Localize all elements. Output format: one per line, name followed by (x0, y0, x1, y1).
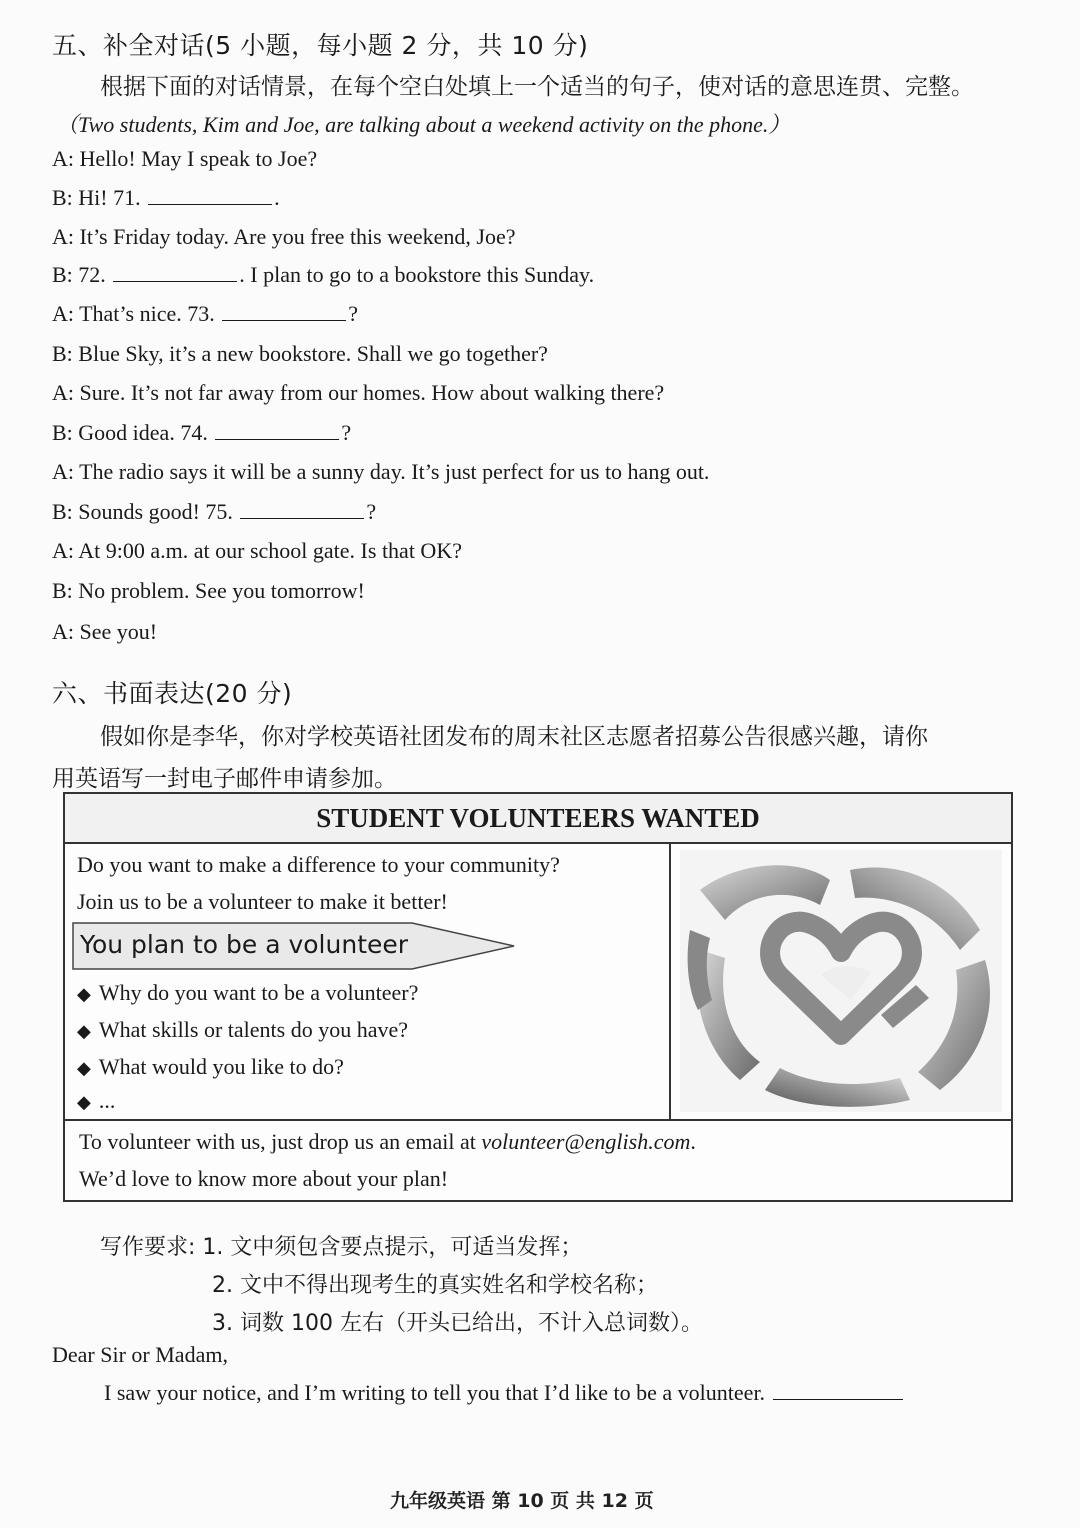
poster-intro-2: Join us to be a volunteer to make it better! (77, 889, 448, 914)
answer-blank[interactable] (148, 186, 272, 205)
bullet-item: ◆ What skills or talents do you have? (77, 1017, 408, 1042)
poster-title: STUDENT VOLUNTEERS WANTED (65, 794, 1011, 844)
dialogue-line: B: No problem. See you tomorrow! (52, 578, 365, 603)
dialogue-line: A: See you! (52, 619, 158, 644)
answer-blank[interactable] (215, 421, 339, 440)
section-6-heading: 六、书面表达(20 分) (52, 679, 293, 708)
dialogue-line: A: It’s Friday today. Are you free this weekend, Joe? (52, 224, 516, 249)
poster-image (671, 842, 1011, 1119)
section-5-heading: 五、补全对话(5 小题，每小题 2 分，共 10 分) (52, 31, 589, 60)
poster-left-panel (65, 842, 671, 1119)
dialogue-line: A: The radio says it will be a sunny day. It’s just perfect for us to hang out. (52, 459, 710, 484)
dialogue-line: B: Hi! 71. . (52, 185, 280, 210)
diamond-bullet-icon: ◆ (77, 1092, 91, 1112)
hands-heart-icon (680, 850, 1002, 1112)
section-6-instruction-2: 用英语写一封电子邮件申请参加。 (52, 766, 397, 792)
diamond-bullet-icon: ◆ (77, 1021, 91, 1041)
dialogue-line: B: 72. . I plan to go to a bookstore this Sunday. (52, 262, 595, 287)
dialogue-line: B: Sounds good! 75. ? (52, 499, 377, 524)
poster-intro-1: Do you want to make a difference to your community? (77, 852, 560, 877)
requirement-2: 2. 文中不得出现考生的真实姓名和学校名称； (212, 1273, 658, 1298)
dialogue-line: A: Hello! May I speak to Joe? (52, 146, 318, 171)
diamond-bullet-icon: ◆ (77, 1058, 91, 1078)
dialogue-line: A: Sure. It’s not far away from our homes. How about walking there? (52, 380, 665, 405)
dialogue-line: B: Blue Sky, it’s a new bookstore. Shall we go together? (52, 341, 548, 366)
dialogue-context: （Two students, Kim and Joe, are talking about a weekend activity on the phone.） (56, 112, 791, 137)
writing-blank[interactable] (773, 1381, 903, 1400)
bullet-item: ◆ Why do you want to be a volunteer? (77, 980, 419, 1005)
answer-blank[interactable] (113, 263, 237, 282)
letter-salutation: Dear Sir or Madam, (52, 1342, 228, 1367)
bullet-item: ◆ What would you like to do? (77, 1054, 344, 1079)
answer-blank[interactable] (222, 302, 346, 321)
diamond-bullet-icon: ◆ (77, 984, 91, 1004)
answer-blank[interactable] (240, 500, 364, 519)
dialogue-line: B: Good idea. 74. ? (52, 420, 352, 445)
page-footer: 九年级英语 第 10 页 共 12 页 (390, 1490, 654, 1512)
arrow-label-text: You plan to be a volunteer (80, 930, 409, 959)
bullet-item: ◆ ... (77, 1088, 116, 1113)
requirement-1: 写作要求: 1. 文中须包含要点提示，可适当发挥； (100, 1235, 583, 1260)
letter-opening: I saw your notice, and I’m writing to tell you that I’d like to be a volunteer. (104, 1380, 905, 1406)
poster-closing: We’d love to know more about your plan! (79, 1166, 449, 1191)
section-5-instruction: 根据下面的对话情景，在每个空白处填上一个适当的句子，使对话的意思连贯、完整。 (100, 74, 974, 100)
poster-contact: To volunteer with us, just drop us an email at volunteer@english.com. (79, 1129, 696, 1154)
arrow-label (72, 922, 516, 970)
requirement-3: 3. 词数 100 左右（开头已给出，不计入总词数）。 (212, 1311, 703, 1336)
section-6-instruction-1: 假如你是李华，你对学校英语社团发布的周末社区志愿者招募公告很感兴趣，请你 (100, 724, 928, 750)
dialogue-line: A: That’s nice. 73. ? (52, 301, 358, 326)
email-link[interactable]: volunteer@english.com (481, 1129, 691, 1154)
volunteer-poster (63, 792, 1013, 1202)
dialogue-line: A: At 9:00 a.m. at our school gate. Is that OK? (52, 538, 462, 563)
poster-bottom (65, 1119, 1011, 1202)
